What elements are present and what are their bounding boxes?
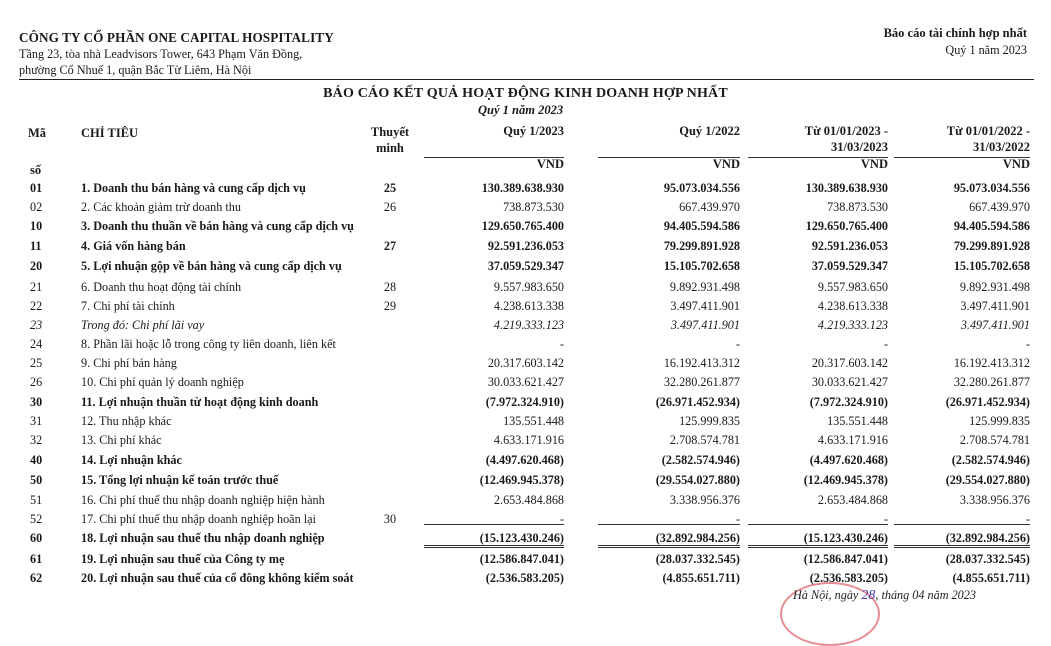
- table-row: [0, 239, 1051, 258]
- value-ytd-2022: -: [1025, 337, 1030, 351]
- table-row: [0, 375, 1051, 394]
- value-q1-2023: 9.557.983.650: [493, 280, 564, 294]
- table-row: [0, 299, 1051, 318]
- row-code: 22: [30, 299, 43, 313]
- column-header-item: CHỈ TIÊU: [81, 126, 139, 140]
- value-ytd-2022: (28.037.332.545): [945, 552, 1030, 566]
- value-q1-2022: 667.439.970: [679, 200, 740, 214]
- value-ytd-2023: -: [883, 337, 888, 351]
- company-info: [19, 29, 334, 78]
- row-label: 16. Chi phí thuế thu nhập doanh nghiệp hiện hành: [81, 493, 325, 507]
- report-title: BÁO CÁO KẾT QUẢ HOẠT ĐỘNG KINH DOANH HỢP NHẤT: [323, 86, 728, 101]
- report-type: Báo cáo tài chính hợp nhất: [883, 26, 1027, 40]
- value-q1-2022: 32.280.261.877: [663, 375, 740, 389]
- column-header-line2: 31/03/2023: [831, 140, 888, 154]
- value-q1-2023: 20.317.603.142: [487, 356, 564, 370]
- value-q1-2022: 15.105.702.658: [663, 259, 740, 273]
- table-row: [0, 318, 1051, 337]
- row-label: 17. Chi phí thuế thu nhập doanh nghiệp hoãn lại: [81, 512, 316, 526]
- value-q1-2023: 30.033.621.427: [487, 375, 564, 389]
- table-row: [0, 433, 1051, 452]
- value-q1-2023: (4.497.620.468): [485, 453, 564, 467]
- row-note: 25: [383, 181, 397, 195]
- row-label: Trong đó: Chi phí lãi vay: [81, 318, 205, 332]
- row-code: 40: [30, 453, 43, 467]
- value-q1-2023: (7.972.324.910): [485, 395, 564, 409]
- table-row: [0, 493, 1051, 512]
- value-q1-2022: 125.999.835: [679, 414, 740, 428]
- value-ytd-2023: 130.389.638.930: [805, 181, 888, 195]
- table-row: [0, 414, 1051, 433]
- row-label: 15. Tổng lợi nhuận kế toán trước thuế: [81, 473, 279, 487]
- row-label: 11. Lợi nhuận thuần từ hoạt động kinh doanh: [81, 395, 319, 409]
- value-q1-2022: (4.855.651.711): [662, 571, 740, 585]
- value-ytd-2023: 129.650.765.400: [805, 219, 888, 233]
- row-note: 27: [383, 239, 397, 253]
- column-header-note-line1: Thuyết: [370, 125, 410, 139]
- row-code: 11: [30, 239, 42, 253]
- value-ytd-2022: 95.073.034.556: [953, 181, 1030, 195]
- value-ytd-2023: 4.219.333.123: [817, 318, 888, 332]
- value-ytd-2022: 16.192.413.312: [953, 356, 1030, 370]
- value-q1-2022: -: [735, 337, 740, 351]
- value-ytd-2023: (2.536.583.205): [809, 571, 888, 585]
- table-row: [0, 453, 1051, 472]
- value-q1-2022: 2.708.574.781: [669, 433, 740, 447]
- row-code: 26: [30, 375, 43, 389]
- value-q1-2023: (15.123.430.246): [479, 531, 564, 545]
- value-q1-2023: 129.650.765.400: [481, 219, 564, 233]
- row-code: 32: [30, 433, 43, 447]
- row-code: 01: [30, 181, 43, 195]
- value-q1-2023: (12.469.945.378): [479, 473, 564, 487]
- value-ytd-2022: 79.299.891.928: [953, 239, 1030, 253]
- value-q1-2023: 135.551.448: [503, 414, 564, 428]
- row-code: 25: [30, 356, 43, 370]
- row-label: 4. Giá vốn hàng bán: [81, 239, 186, 253]
- value-ytd-2022: (32.892.984.256): [945, 531, 1030, 545]
- signature-month-year: , tháng 04 năm 2023: [875, 588, 976, 602]
- row-note: 26: [383, 200, 397, 214]
- signature-place: Hà Nội, ngày: [793, 588, 859, 602]
- value-q1-2022: 79.299.891.928: [663, 239, 740, 253]
- value-ytd-2023: (15.123.430.246): [803, 531, 888, 545]
- total-double-rule: [748, 545, 888, 548]
- value-ytd-2022: 667.439.970: [969, 200, 1030, 214]
- row-code: 23: [30, 318, 43, 332]
- value-ytd-2022: (2.582.574.946): [951, 453, 1030, 467]
- value-ytd-2022: 94.405.594.586: [953, 219, 1030, 233]
- value-ytd-2023: 20.317.603.142: [811, 356, 888, 370]
- table-row: [0, 280, 1051, 299]
- table-row: [0, 552, 1051, 571]
- subtotal-rule: [748, 524, 888, 525]
- row-label: 18. Lợi nhuận sau thuế thu nhập doanh nghiệp: [81, 531, 325, 545]
- total-double-rule: [424, 545, 564, 548]
- signature-date: [793, 588, 976, 604]
- row-label: 12. Thu nhập khác: [81, 414, 172, 428]
- value-q1-2023: 4.219.333.123: [493, 318, 564, 332]
- row-code: 50: [30, 473, 43, 487]
- row-note: 28: [383, 280, 397, 294]
- column-header-q1-2023: [430, 123, 564, 139]
- row-code: 20: [30, 259, 43, 273]
- value-ytd-2023: 37.059.529.347: [811, 259, 888, 273]
- value-q1-2023: 4.238.613.338: [493, 299, 564, 313]
- total-double-rule: [894, 545, 1030, 548]
- value-q1-2023: 2.653.484.868: [493, 493, 564, 507]
- row-code: 61: [30, 552, 43, 566]
- column-header-line2: 31/03/2022: [973, 140, 1030, 154]
- row-code: 60: [30, 531, 43, 545]
- value-ytd-2022: (29.554.027.880): [945, 473, 1030, 487]
- row-code: 62: [30, 571, 43, 585]
- column-header-note-line2: minh: [376, 141, 404, 155]
- row-label: 13. Chi phí khác: [81, 433, 162, 447]
- column-header-q1-2022: [600, 123, 740, 139]
- value-ytd-2022: (4.855.651.711): [952, 571, 1030, 585]
- row-label: 3. Doanh thu thuần về bán hàng và cung cấp dịch vụ: [81, 219, 354, 233]
- row-code: 24: [30, 337, 43, 351]
- table-row: [0, 219, 1051, 238]
- table-row: [0, 395, 1051, 414]
- subtotal-rule: [894, 524, 1030, 525]
- value-ytd-2022: 2.708.574.781: [959, 433, 1030, 447]
- row-code: 02: [30, 200, 43, 214]
- value-ytd-2023: (12.469.945.378): [803, 473, 888, 487]
- column-header-code-line2: số: [30, 163, 42, 177]
- column-header-ytd-2022: [900, 123, 1030, 155]
- row-label: 14. Lợi nhuận khác: [81, 453, 182, 467]
- row-label: 19. Lợi nhuận sau thuế của Công ty mẹ: [81, 552, 285, 566]
- unit-label: VND: [536, 157, 564, 171]
- value-q1-2022: 94.405.594.586: [663, 219, 740, 233]
- report-info: [884, 25, 1027, 59]
- value-ytd-2022: 15.105.702.658: [953, 259, 1030, 273]
- value-q1-2022: 3.338.956.376: [669, 493, 740, 507]
- value-ytd-2023: 30.033.621.427: [811, 375, 888, 389]
- value-q1-2023: 738.873.530: [503, 200, 564, 214]
- subtotal-rule: [424, 524, 564, 525]
- row-label: 6. Doanh thu hoạt động tài chính: [81, 280, 242, 294]
- unit-label: VND: [860, 157, 888, 171]
- value-q1-2023: 92.591.236.053: [487, 239, 564, 253]
- company-address-line1: Tầng 23, tòa nhà Leadvisors Tower, 643 Phạm Văn Đồng,: [19, 47, 303, 61]
- total-double-rule: [598, 545, 740, 548]
- value-ytd-2023: (12.586.847.041): [803, 552, 888, 566]
- value-ytd-2023: (7.972.324.910): [809, 395, 888, 409]
- value-ytd-2022: 3.497.411.901: [960, 318, 1030, 332]
- value-q1-2022: 3.497.411.901: [670, 318, 740, 332]
- value-ytd-2023: 4.633.171.916: [817, 433, 888, 447]
- column-header-line1: Quý 1/2023: [503, 124, 564, 138]
- row-code: 51: [30, 493, 43, 507]
- unit-label: VND: [1002, 157, 1030, 171]
- table-row: [0, 259, 1051, 278]
- table-row: [0, 473, 1051, 492]
- value-ytd-2023: 4.238.613.338: [817, 299, 888, 313]
- value-q1-2022: 9.892.931.498: [669, 280, 740, 294]
- unit-label: VND: [712, 157, 740, 171]
- row-label: 2. Các khoản giảm trừ doanh thu: [81, 200, 241, 214]
- row-note: 30: [383, 512, 397, 526]
- row-label: 20. Lợi nhuận sau thuế của cổ đông không kiểm soát: [81, 571, 354, 585]
- value-q1-2023: (2.536.583.205): [485, 571, 564, 585]
- value-q1-2023: -: [559, 337, 564, 351]
- value-q1-2023: 4.633.171.916: [493, 433, 564, 447]
- row-label: 1. Doanh thu bán hàng và cung cấp dịch vụ: [81, 181, 306, 195]
- row-label: 5. Lợi nhuận gộp về bán hàng và cung cấp dịch vụ: [81, 259, 342, 273]
- value-q1-2022: 16.192.413.312: [663, 356, 740, 370]
- value-ytd-2023: 738.873.530: [827, 200, 888, 214]
- value-ytd-2022: 3.497.411.901: [960, 299, 1030, 313]
- report-period-top: Quý 1 năm 2023: [945, 43, 1027, 57]
- row-note: 29: [383, 299, 397, 313]
- row-code: 52: [30, 512, 43, 526]
- value-q1-2023: 130.389.638.930: [481, 181, 564, 195]
- column-header-note: [368, 124, 412, 156]
- column-header-code: Mã: [28, 126, 47, 140]
- value-q1-2023: -: [559, 512, 564, 526]
- value-ytd-2023: 92.591.236.053: [811, 239, 888, 253]
- value-ytd-2022: 125.999.835: [969, 414, 1030, 428]
- column-header-line1: Từ 01/01/2022 -: [946, 124, 1030, 138]
- value-q1-2022: -: [735, 512, 740, 526]
- table-row: [0, 512, 1051, 531]
- value-ytd-2022: (26.971.452.934): [945, 395, 1030, 409]
- value-ytd-2022: 32.280.261.877: [953, 375, 1030, 389]
- header-divider: [19, 79, 1034, 80]
- report-subtitle: Quý 1 năm 2023: [478, 103, 564, 117]
- table-row: [0, 337, 1051, 356]
- value-q1-2022: 95.073.034.556: [663, 181, 740, 195]
- column-header-line1: Quý 1/2022: [679, 124, 740, 138]
- company-address-line2: phường Cổ Nhuế 1, quận Bắc Từ Liêm, Hà Nội: [19, 63, 252, 77]
- column-header-ytd-2023: [760, 123, 888, 155]
- value-ytd-2022: 9.892.931.498: [959, 280, 1030, 294]
- row-label: 10. Chi phí quản lý doanh nghiệp: [81, 375, 244, 389]
- row-code: 10: [30, 219, 43, 233]
- signature-day-handwritten: 28: [861, 588, 876, 603]
- table-row: [0, 181, 1051, 200]
- row-code: 31: [30, 414, 43, 428]
- value-ytd-2023: 2.653.484.868: [817, 493, 888, 507]
- value-q1-2022: (26.971.452.934): [655, 395, 740, 409]
- table-row: [0, 356, 1051, 375]
- value-ytd-2023: 135.551.448: [827, 414, 888, 428]
- row-label: 7. Chi phí tài chính: [81, 299, 175, 313]
- value-q1-2022: (2.582.574.946): [661, 453, 740, 467]
- subtotal-rule: [598, 524, 740, 525]
- row-label: 8. Phần lãi hoặc lỗ trong công ty liên doanh, liên kết: [81, 337, 336, 351]
- value-ytd-2023: (4.497.620.468): [809, 453, 888, 467]
- value-q1-2022: (29.554.027.880): [655, 473, 740, 487]
- company-name: CÔNG TY CỔ PHẦN ONE CAPITAL HOSPITALITY: [19, 30, 334, 45]
- table-row: [0, 200, 1051, 219]
- value-q1-2022: (32.892.984.256): [655, 531, 740, 545]
- value-ytd-2022: 3.338.956.376: [959, 493, 1030, 507]
- value-q1-2023: (12.586.847.041): [479, 552, 564, 566]
- row-code: 30: [30, 395, 43, 409]
- value-q1-2022: 3.497.411.901: [670, 299, 740, 313]
- row-code: 21: [30, 280, 43, 294]
- column-header-line1: Từ 01/01/2023 -: [804, 124, 888, 138]
- value-ytd-2023: -: [883, 512, 888, 526]
- value-q1-2022: (28.037.332.545): [655, 552, 740, 566]
- value-q1-2023: 37.059.529.347: [487, 259, 564, 273]
- value-ytd-2022: -: [1025, 512, 1030, 526]
- row-label: 9. Chi phí bán hàng: [81, 356, 177, 370]
- value-ytd-2023: 9.557.983.650: [817, 280, 888, 294]
